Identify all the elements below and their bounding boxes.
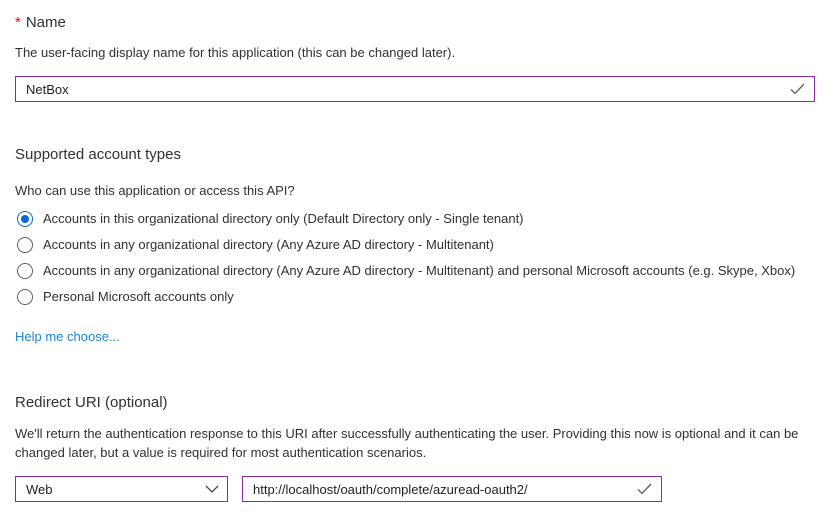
radio-option-personal-only[interactable] [15,284,815,310]
radio-button-icon[interactable] [17,237,33,253]
radio-button-icon[interactable] [17,289,33,305]
redirect-uri-input[interactable] [243,477,661,501]
required-marker: * [15,14,21,31]
help-me-choose-link[interactable]: Help me choose... [15,329,120,344]
radio-option-label: Personal Microsoft accounts only [43,289,234,304]
radio-option-label: Accounts in any organizational directory (Any Azure AD directory - Multitenant) and personal Microsoft accounts (e.g. Skype, Xbox) [43,263,796,278]
name-section-title [15,12,815,33]
chevron-down-icon [205,485,219,494]
redirect-uri-description: We'll return the authentication response to this URI after successfully authenticating the user. Providing this now is optional and it can be changed later, but a value is required for most authentication scenarios. [15,426,799,460]
radio-option-label: Accounts in any organizational directory (Any Azure AD directory - Multitenant) [43,237,494,252]
radio-option-multitenant-personal[interactable] [15,258,815,284]
radio-button-icon[interactable] [17,211,33,227]
name-input-wrap [15,76,815,102]
account-types-section [15,144,815,346]
redirect-uri-row [15,476,815,502]
redirect-uri-section [15,392,815,502]
redirect-uri-input-wrap [242,476,662,502]
account-types-title: Supported account types [15,146,181,163]
radio-option-multitenant[interactable] [15,232,815,258]
redirect-uri-title: Redirect URI (optional) [15,394,168,411]
account-types-question: Who can use this application or access this API? [15,183,295,198]
radio-option-single-tenant[interactable] [15,206,815,232]
platform-select[interactable] [15,476,228,502]
name-description: The user-facing display name for this application (this can be changed later). [15,45,456,60]
account-types-radio-group [15,206,815,310]
radio-option-label: Accounts in this organizational directory only (Default Directory only - Single tenant) [43,211,524,226]
platform-select-value: Web [26,481,53,497]
name-section-title-text: Name [25,14,66,31]
name-input[interactable] [16,77,814,101]
radio-button-icon[interactable] [17,263,33,279]
